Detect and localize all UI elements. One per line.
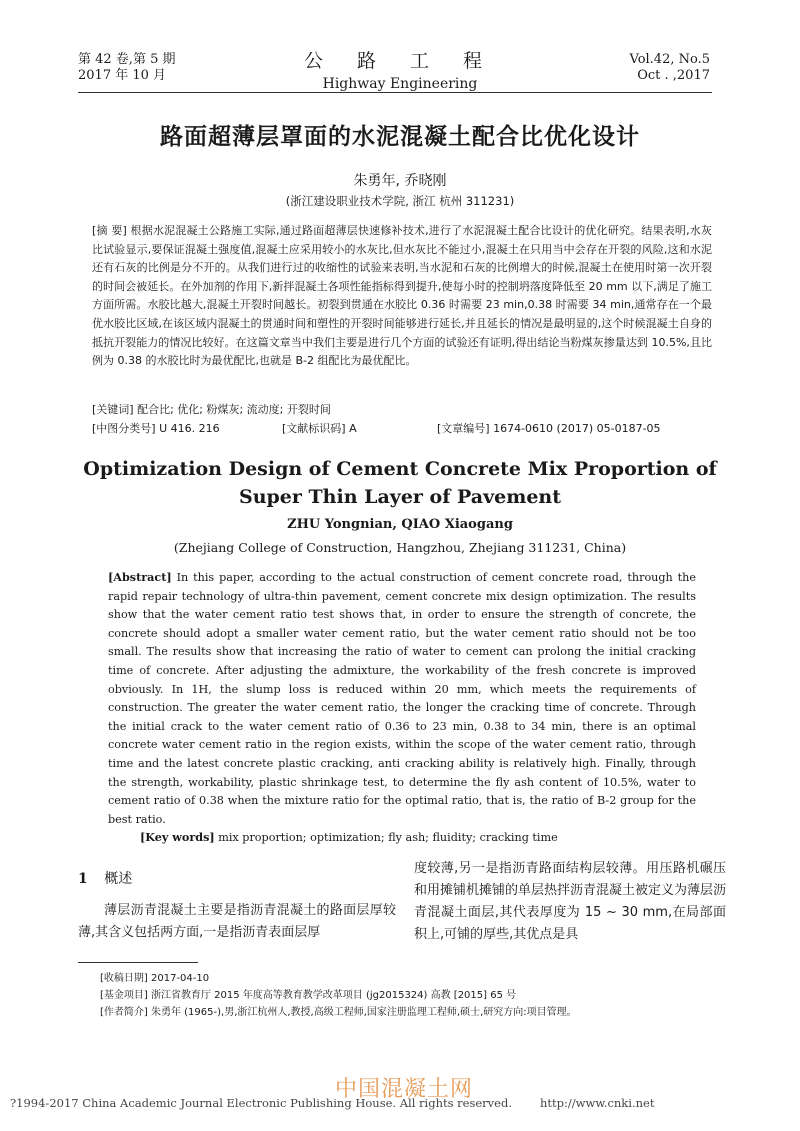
clc-number: [中图分类号] U 416. 216 (92, 422, 220, 435)
abstract-en (108, 568, 696, 829)
watermark: 中国混凝土网 (335, 1077, 474, 1102)
header-rule (78, 92, 712, 93)
authors-en: ZHU Yongnian, QIAO Xiaogang (287, 517, 513, 532)
keywords-cn: [关键词] 配合比; 优化; 粉煤灰; 流动度; 开裂时间 (92, 403, 331, 416)
date-en: Oct . ,2017 (637, 68, 710, 83)
cnki-link[interactable]: http://www.cnki.net (540, 1096, 655, 1110)
volume-issue-en: Vol.42, No.5 (629, 52, 710, 67)
keywords-en (140, 828, 700, 847)
footnote-author: [作者简介] 朱勇年 (1965-),男,浙江杭州人,教授,高级工程师,国家注册监理工程师,硕士,研究方向:项目管理。 (100, 1007, 577, 1018)
journal-name-en: Highway Engineering (322, 76, 478, 92)
paragraph-left: 薄层沥青混凝土主要是指沥青混凝土的路面层厚较薄,其含义包括两方面,一是指沥青表面层厚 (78, 903, 396, 940)
section-title: 概述 (104, 871, 133, 887)
affiliation-en: (Zhejiang College of Construction, Hangzhou, Zhejiang 311231, China) (173, 540, 627, 555)
header-volume-en (630, 52, 711, 84)
document-code: [文献标识码] A (282, 422, 357, 435)
date-cn: 2017 年 10 月 (78, 68, 167, 83)
keywords-en-label: [Key words] (140, 830, 215, 844)
article-number: [文章编号] 1674-0610 (2017) 05-0187-05 (437, 422, 661, 435)
affiliation-cn: (浙江建设职业技术学院, 浙江 杭州 311231) (285, 194, 515, 208)
paper-title-cn: 路面超薄层罩面的水泥混凝土配合比优化设计 (160, 124, 640, 150)
authors-cn: 朱勇年, 乔晓刚 (353, 173, 447, 189)
section-heading (78, 868, 396, 890)
footnotes (100, 970, 720, 1021)
volume-issue-cn: 第 42 卷,第 5 期 (78, 52, 176, 67)
journal-name-cn: 公 路 工 程 (303, 50, 497, 72)
abstract-en-text: In this paper, according to the actual construction of cement concrete road, through the rapid repair technology of ultra-thin pavement, cement concrete mix design optimization. The results show that the water cement ratio test shows that, in order to ensure the strength of concrete, the concrete should adopt a smaller water cement ratio, but the water cement ratio should not be too small. The results show that increasing the ratio of water to cement can prolong the initial cracking time of concrete. After adjusting the admixture, the workability of the fresh concrete is improved obviously. In 1H, the slump loss is reduced within 20 mm, which meets the requirements of construction. The greater the water cement ratio, the longer the cracking time of concrete. Through the initial crack to the water cement ratio of 0.36 to 23 min, 0.38 to 34 min, there is an optimal concrete water cement ratio in the region exists, within the scope of the water cement ratio, through time and the latest concrete plastic cracking, anti cracking ability is relatively high. Finally, through the strength, workability, plastic shrinkage test, to determine the fly ash content of 10.5%, water to cement ratio of 0.38 when the mixture ratio for the optimal ratio, that is, the ratio of B-2 group for the best ratio. (108, 571, 696, 826)
body-column-right: 度较薄,另一是指沥青路面结构层较薄。用压路机碾压和用摊铺机摊铺的单层热拌沥青混凝土被定义为薄层沥青混凝土面层,其代表厚度为 15 ~ 30 mm,在局部面积上,可铺的厚些,其优点是具 (414, 861, 727, 942)
footnote-received: [收稿日期] 2017-04-10 (100, 973, 210, 984)
copyright-text: ?1994-2017 China Academic Journal Electronic Publishing House. All rights reserved. (10, 1096, 512, 1110)
section-number: 1 (78, 871, 88, 887)
abstract-cn: [摘 要] 根据水泥混凝土公路施工实际,通过路面超薄层快速修补技术,进行了水泥混凝土配合比设计的优化研究。结果表明,水灰比试验显示,要保证混凝土强度值,混凝土应采用较小的水灰比,但水灰比不能过小,混凝土在只用当中会存在开裂的风险,这和水泥还有石灰的比例是分不开的。从我们进行过的收缩性的试验来表明,当水泥和石灰的比例增大的时候,混凝土在使用时第一次开裂的时间会被延长。在外加剂的作用下,新拌混凝土各项性能指标得到提升,使每小时的控制坍落度降低至 20 mm 以下,满足了施工方面所需。水胶比越大,混凝土开裂时间越长。初裂到贯通在水胶比 0.36 时需要 23 min,0.38 时需要 34 min,通常存在一个最优水胶比区域,在该区域内混凝土的贯通时间和塑性的开裂时间能够进行延长,并且延长的情况是最明显的,这个时候混凝土自身的抵抗开裂能力的情况比较好。在这篇文章当中我们主要是进行几个方面的试验还有证明,得出结论当粉煤灰掺量达到 10.5%,且比例为 0.38 的水胶比时为最优配比,也就是 B-2 组配比为最优配比。 (92, 224, 712, 368)
footnote-rule (78, 962, 198, 963)
footnote-fund: [基金项目] 浙江省教育厅 2015 年度高等教育教学改革项目 (jg2015324) 高教 [2015] 65 号 (100, 990, 517, 1001)
keywords-en-text: mix proportion; optimization; fly ash; fluidity; cracking time (218, 831, 558, 844)
body-column-left (78, 868, 396, 944)
paper-title-en: Optimization Design of Cement Concrete Mix Proportion of Super Thin Layer of Pavement (83, 458, 717, 508)
abstract-en-label: [Abstract] (108, 570, 172, 584)
